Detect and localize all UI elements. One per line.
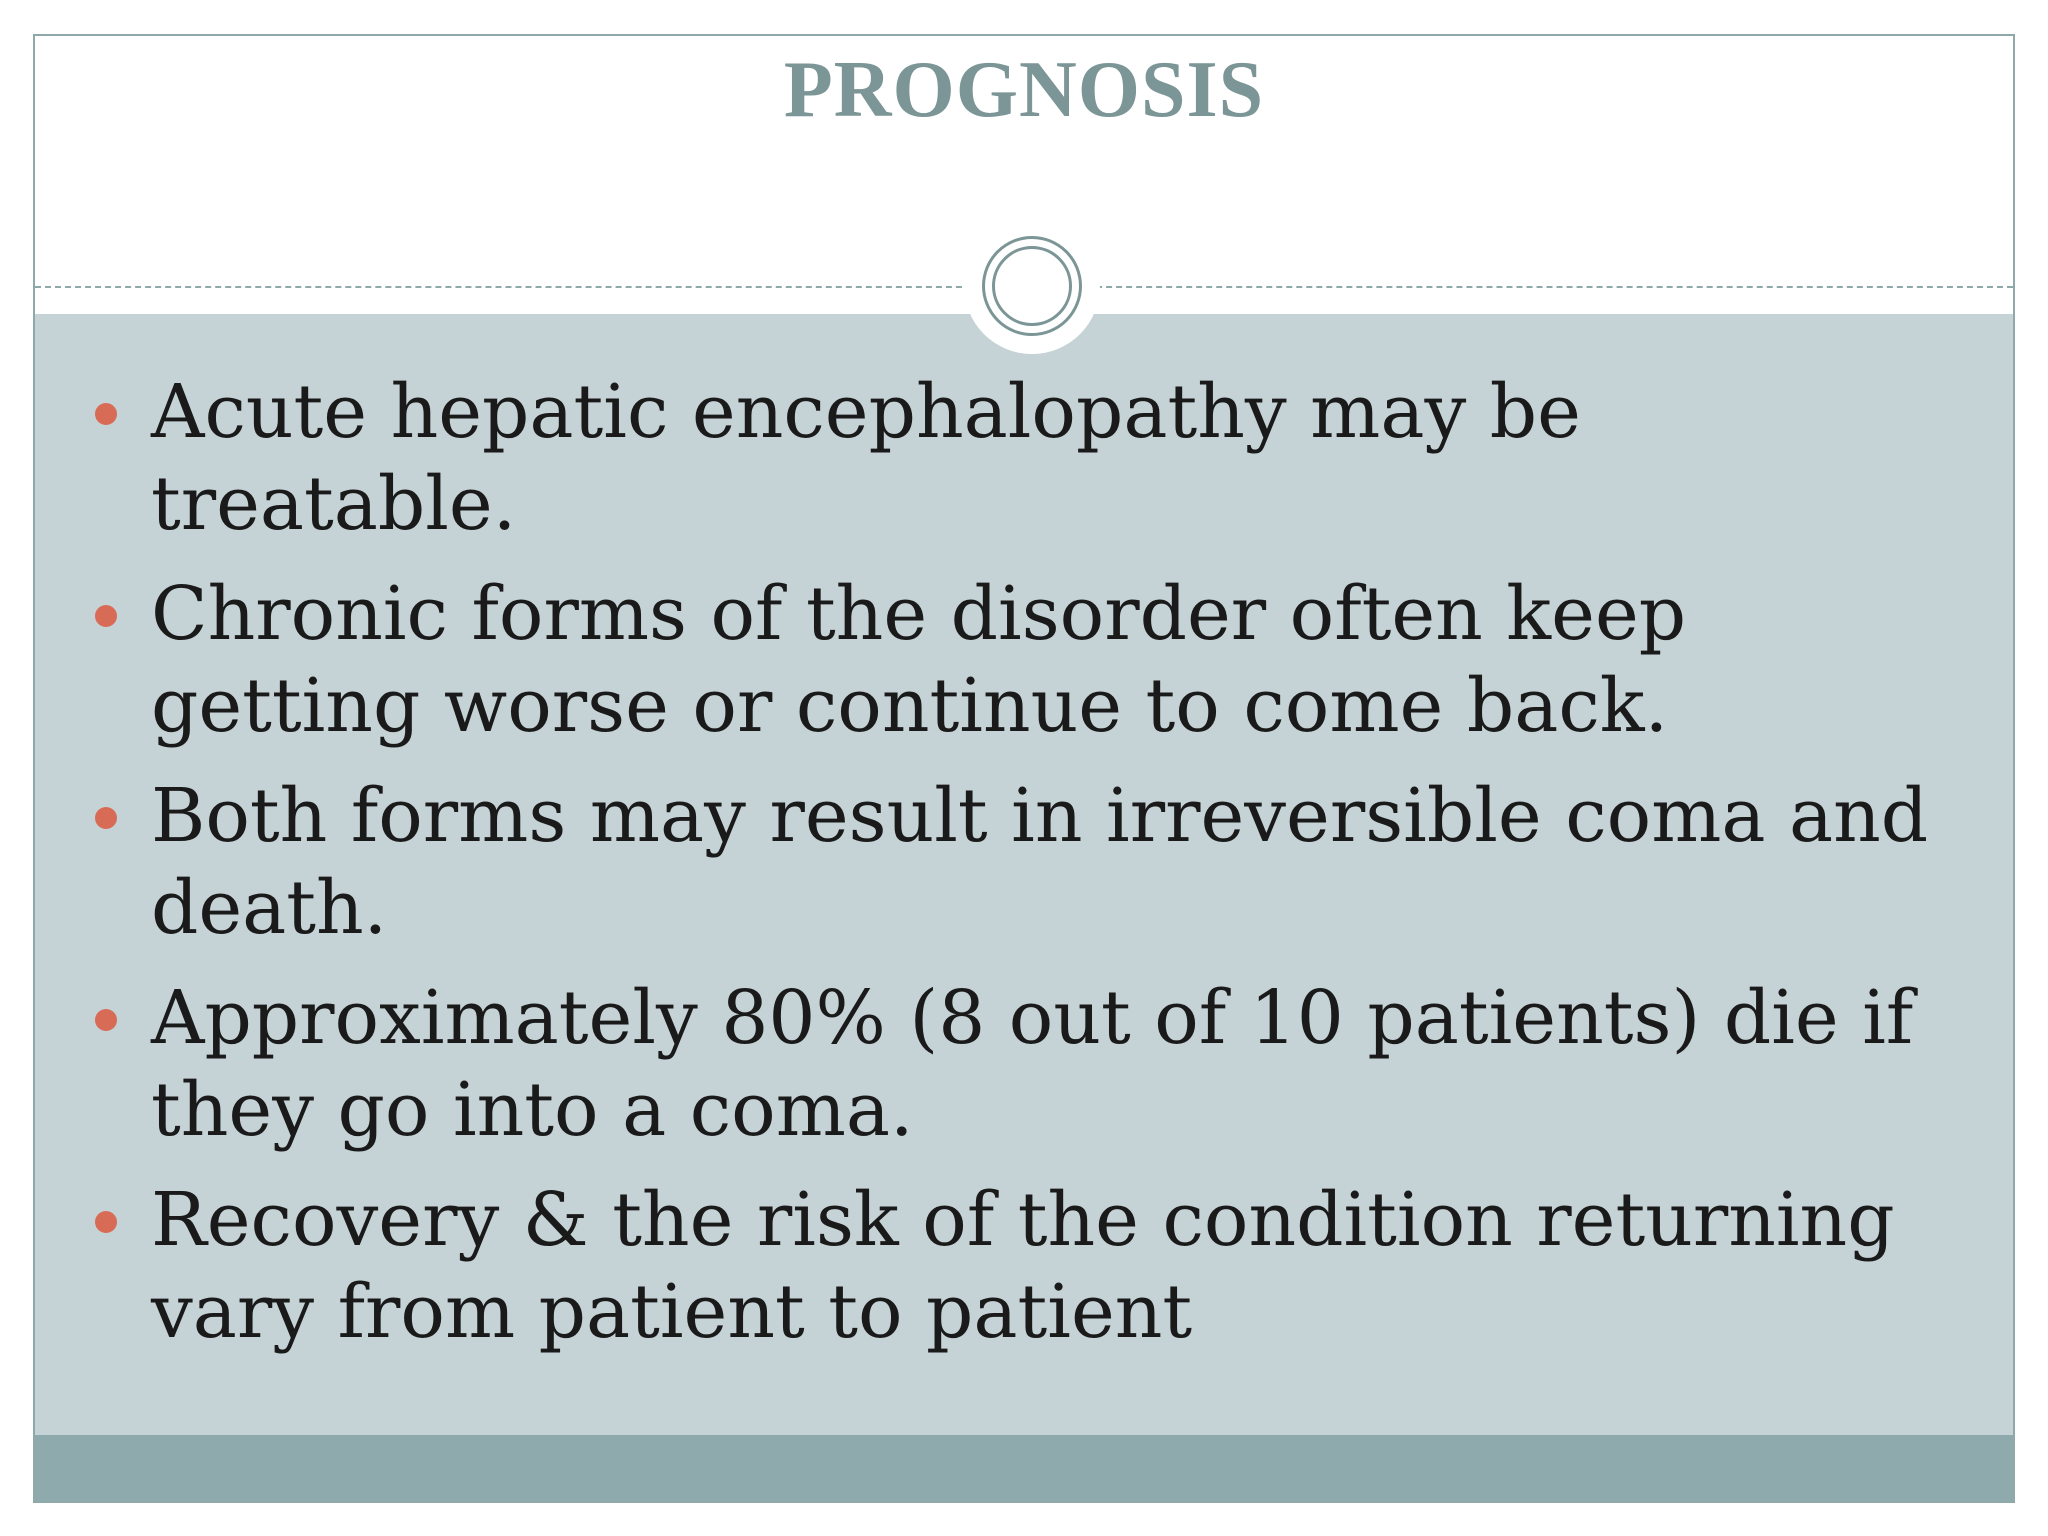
bullet-text: Both forms may result in irreversible coma and death.: [151, 773, 1929, 951]
bullet-text: Recovery & the risk of the condition returning vary from patient to patient: [151, 1177, 1895, 1355]
slide-title: PROGNOSIS: [783, 46, 1265, 134]
bottom-band: [35, 1435, 2013, 1503]
bullet-dot-icon: [95, 1211, 117, 1233]
bullet-item: [35, 770, 1935, 954]
bullet-dot-icon: [95, 403, 117, 425]
bullet-dot-icon: [95, 1009, 117, 1031]
circle-ring-outer: [982, 236, 1082, 336]
bullet-item: [35, 366, 1935, 550]
bullet-text: Chronic forms of the disorder often keep getting worse or continue to come back.: [151, 571, 1687, 749]
slide-frame: [33, 34, 2015, 1503]
bullet-item: [35, 972, 1935, 1156]
bullet-list: [35, 366, 1935, 1376]
bullet-item: [35, 568, 1935, 752]
bullet-text: Acute hepatic encephalopathy may be treatable.: [151, 369, 1581, 547]
circle-ornament-icon: [964, 218, 1100, 354]
bullet-dot-icon: [95, 605, 117, 627]
bullet-dot-icon: [95, 807, 117, 829]
bullet-item: [35, 1174, 1935, 1358]
circle-ring-inner: [992, 246, 1072, 326]
bullet-text: Approximately 80% (8 out of 10 patients) die if they go into a coma.: [151, 975, 1914, 1153]
